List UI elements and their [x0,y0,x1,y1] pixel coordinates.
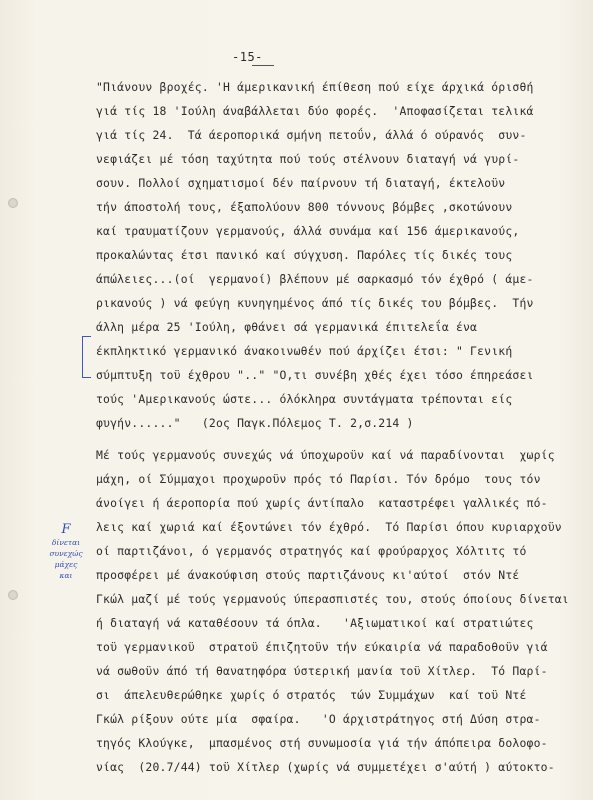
text-line: "Πιάνουν βροχές. 'Η άμερικανική έπίθεση πού είχε άρχικά όρισθή [96,80,534,94]
binder-hole-top [8,198,18,208]
page-number: -15- [232,50,263,64]
text-line: οί παρτιζάνοι, ό γερμανός στρατηγός καί φρούραρχος Χόλτιτς τό [96,544,527,558]
text-line: Γκώλ ρίξουν ούτε μία σφαίρα. 'Ο άρχιστράτηγος στή Δύση στρα- [96,712,541,726]
text-line: τηγός Κλούγκε, μπασμένος στή συνωμοσία γιά τήν άπόπειρα δολοφο- [96,736,548,750]
margin-note-line: και [59,571,73,580]
text-line: σι άπελευθερώθηκε χωρίς ό στρατός τών Συμμάχων καί τοϋ Ντέ [96,688,527,702]
text-line: σουν. Πολλοί σχηματισμοί δέν παίρνουν τή διαταγή, έκτελοϋν [96,176,506,190]
text-line: Μέ τούς γερμανούς συνεχώς νά ύποχωροϋν καί νά παραδίνονται χωρίς [96,448,555,462]
binder-hole-bottom [8,590,18,600]
text-line: προσφέρει μέ άνακούφιση στούς παρτιζάνους κι'αύτοί στόν Ντέ [96,568,520,582]
handwritten-margin-note [36,523,96,581]
text-line: μάχη, οί Σύμμαχοι προχωροϋν πρός τό Παρίσι. Τόν δρόμο τους τόν [96,472,541,486]
text-line: προκαλώντας έτσι πανικό καί σύγχυση. Παρόλες τίς δικές τους [96,248,513,262]
page-number-underline [252,65,274,66]
margin-note-line: συνεχώς [49,549,83,558]
margin-bracket [82,336,91,378]
text-line: τούς 'Αμερικανούς ώστε... όλόκληρα συντάγματα τρέπονται είς [96,392,513,406]
text-line: σύμπτυξη τοϋ έχθρου ".." "Ο,τι συνέβη χθές έχει τόσο έπηρεάσει [96,368,534,382]
text-line: νεφιάζει μέ τόση ταχύτητα πού τούς στέλνουν διαταγή νά γυρί- [96,152,520,166]
text-line: ή διαταγή νά καταθέσουν τά όπλα. 'Αξιωματικοί καί στρατιώτες [96,616,534,630]
text-line: φυγήν......" (2ος Παγκ.Πόλεμος Τ. 2,σ.214 ) [96,416,414,430]
text-line: άπώλειες...(οί γερμανοί) βλέπουν μέ σαρκασμό τόν έχθρό ( άμε- [96,272,534,286]
text-line: ρικανούς ) νά φεύγη κυνηγημένος άπό τίς δικές του βόμβες. Τήν [96,296,534,310]
margin-note-mark: F [61,522,71,537]
text-line: τοϋ γερμανικοϋ στρατοϋ έπιζητοϋν τήν εύκαιρία νά παραδοθοϋν γιά [96,640,548,654]
text-line: άλλη μέρα 25 'Ιούλη, φθάνει σά γερμανικά έπιτελεΐα ένα [96,320,478,334]
text-line: καί τραυματίζουν γερμανούς, άλλά συνάμα καί 156 άμερικανούς, [96,224,520,238]
text-line: έκπληκτικό γερμανικό άνακοινωθέν πού άρχίζει έτσι: " Γενική [96,344,513,358]
text-line: Γκώλ μαζί μέ τούς γερμανούς ύπερασπιστές του, στούς όποίους δίνεται [96,592,569,606]
margin-note-line: δίνεται [51,538,81,547]
text-line: άνοίγει ή άεροπορία πού χωρίς άντίπαλο καταστρέφει γαλλικές πό- [96,496,548,510]
margin-note-line: μάχες [54,560,78,569]
text-line: λεις καί χωριά καί έξοντώνει τόν έχθρό. Τό Παρίσι όπου κυριαρχοϋν [96,520,562,534]
text-line: τήν άποστολή τους, έξαπολύουν 800 τόννους βόμβες ,σκοτώνουν [96,200,513,214]
text-line: γιά τίς 18 'Ιούλη άναβάλλεται δύο φορές. 'Αποφασίζεται τελικά [96,104,534,118]
text-line: νίας (20.7/44) τοϋ Χίτλερ (χωρίς νά συμμετέχει σ'αύτή ) αύτοκτο- [96,760,555,774]
text-line: γιά τίς 24. Τά άεροπορικά σμήνη πετοΰν, άλλά ό ούρανός συν- [96,128,527,142]
text-line: νά σωθοϋν άπό τή θανατηφόρα ύστερική μανία τοϋ Χίτλερ. Τό Παρί- [96,664,548,678]
